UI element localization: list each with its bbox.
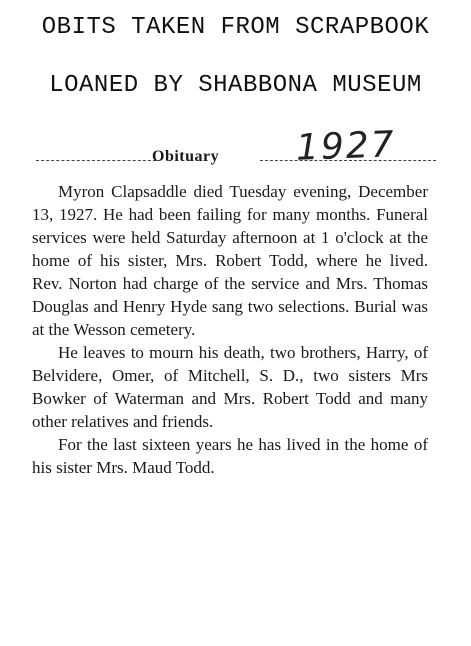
divider-rule-left (36, 160, 156, 161)
article-body (32, 180, 428, 479)
article-paragraph: Myron Clapsaddle died Tuesday evening, December 13, 1927. He had been failing for many months. Funeral services were held Saturday afternoon at 1 o'clock at the home of his sister, Mrs. Robert Todd, where he lived. Rev. Norton had charge of the service and Mrs. Thomas Douglas and Henry Hyde sang two selections. Burial was at the Wesson cemetery. (32, 182, 428, 339)
header-title-line-2: LOANED BY SHABBONA MUSEUM (49, 72, 422, 99)
article-heading: Obituary (152, 148, 220, 165)
handwritten-year-annotation: 1927 (295, 124, 397, 169)
header-title-line-1: OBITS TAKEN FROM SCRAPBOOK (41, 14, 430, 41)
article-paragraph: He leaves to mourn his death, two brothers, Harry, of Belvidere, Omer, of Mitchell, S. D., two sisters Mrs Bowker of Waterman and Mrs. Robert Todd and many other relatives and friends. (32, 343, 428, 431)
article-paragraph: For the last sixteen years he has lived in the home of his sister Mrs. Maud Todd. (32, 435, 428, 477)
